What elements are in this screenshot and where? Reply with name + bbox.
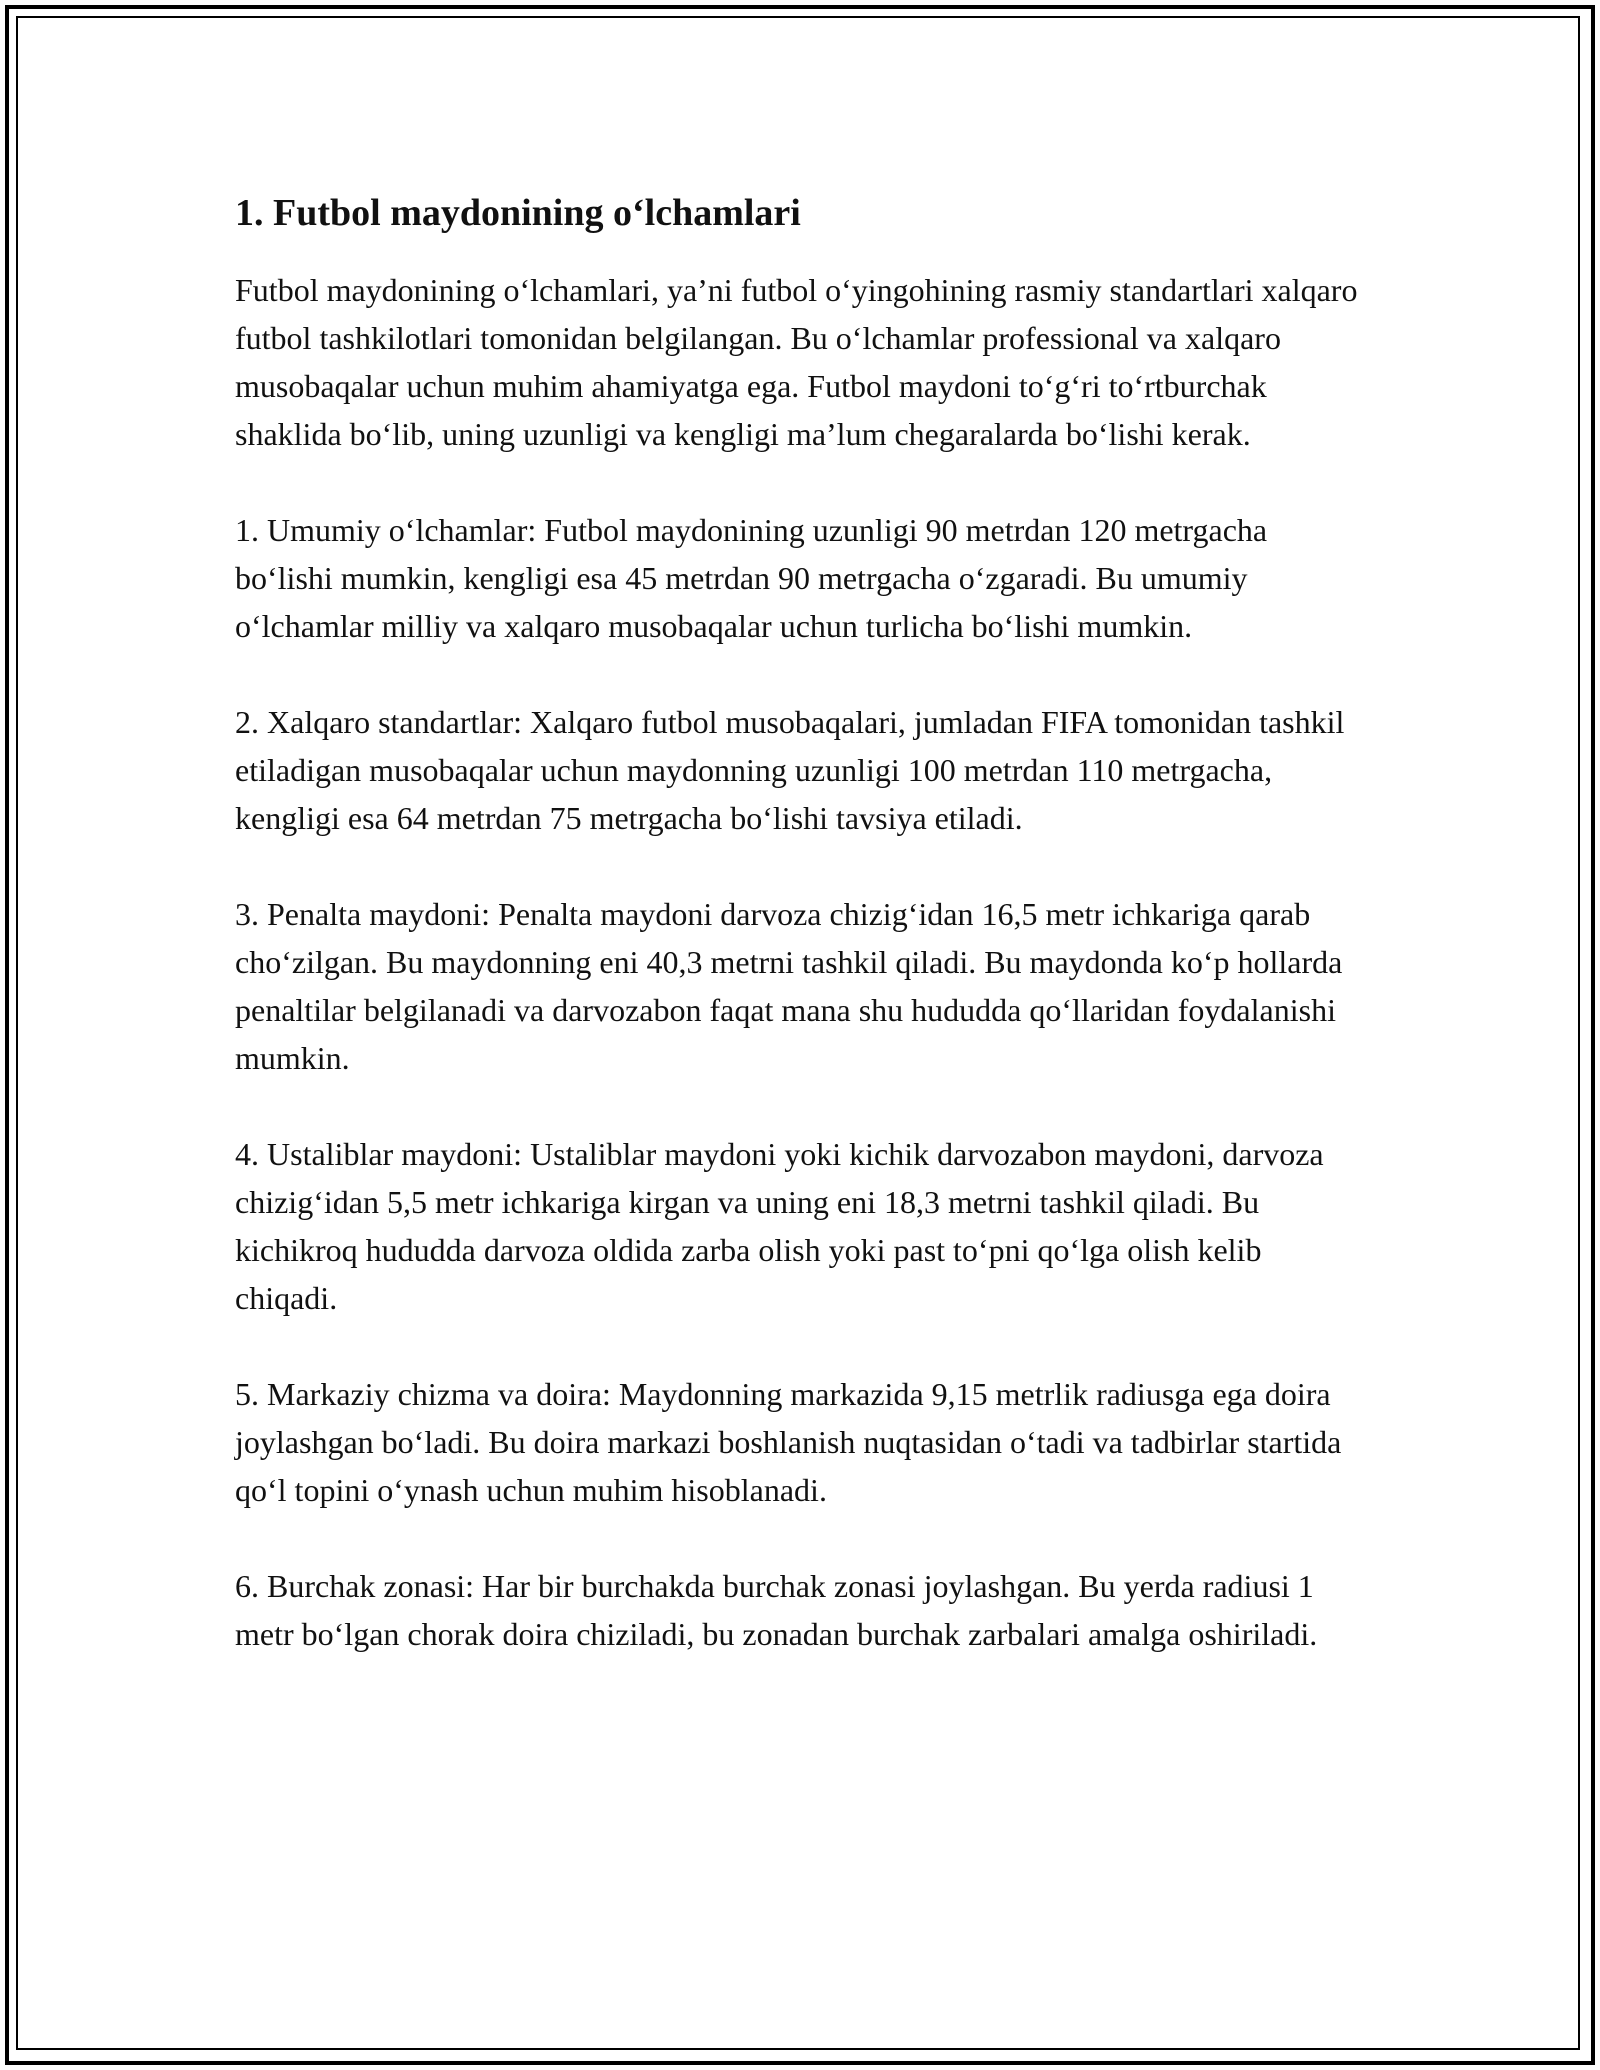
list-item-goal-area: 4. Ustaliblar maydoni: Ustaliblar maydoni yoki kichik darvozabon maydoni, darvoza chizig‘idan 5,5 metr ichkariga kirgan va uning eni 18,3 metrni tashkil qiladi. Bu kichikroq hududda darvoza oldida zarba olish yoki past to‘pni qo‘lga olish kelib chiqadi. [235,1136,1324,1316]
intro-paragraph: Futbol maydonining o‘lchamlari, ya’ni futbol o‘yingohining rasmiy standartlari xalqaro futbol tashkilotlari tomonidan belgilangan. Bu o‘lchamlar professional va xalqaro musobaqalar uchun muhim ahamiyatga ega. Futbol maydoni to‘g‘ri to‘rtburchak shaklida bo‘lib, uning uzunligi va kengligi ma’lum chegaralarda bo‘lishi kerak. [235,272,1358,452]
section-heading: 1. Futbol maydonining o‘lchamlari [235,192,801,234]
document-body [235,188,1365,1706]
list-item-corner-zone: 6. Burchak zonasi: Har bir burchakda burchak zonasi joylashgan. Bu yerda radiusi 1 metr bo‘lgan chorak doira chiziladi, bu zonadan burchak zarbalari amalga oshiriladi. [235,1568,1318,1652]
list-item-international-standards: 2. Xalqaro standartlar: Xalqaro futbol musobaqalari, jumladan FIFA tomonidan tashkil etiladigan musobaqalar uchun maydonning uzunligi 100 metrdan 110 metrgacha, kengligi esa 64 metrdan 75 metrgacha bo‘lishi tavsiya etiladi. [235,704,1345,836]
list-item-penalty-area: 3. Penalta maydoni: Penalta maydoni darvoza chizig‘idan 16,5 metr ichkariga qarab cho‘zilgan. Bu maydonning eni 40,3 metrni tashkil qiladi. Bu maydonda ko‘p hollarda penaltilar belgilanadi va darvozabon faqat mana shu hududda qo‘llaridan foydalanishi mumkin. [235,896,1343,1076]
list-item-general-dimensions: 1. Umumiy o‘lchamlar: Futbol maydonining uzunligi 90 metrdan 120 metrgacha bo‘lishi mumkin, kengligi esa 45 metrdan 90 metrgacha o‘zgaradi. Bu umumiy o‘lchamlar milliy va xalqaro musobaqalar uchun turlicha bo‘lishi mumkin. [235,512,1268,644]
list-item-center-circle: 5. Markaziy chizma va doira: Maydonning markazida 9,15 metrlik radiusga ega doira joylashgan bo‘ladi. Bu doira markazi boshlanish nuqtasidan o‘tadi va tadbirlar startida qo‘l topini o‘ynash uchun muhim hisoblanadi. [235,1376,1342,1508]
